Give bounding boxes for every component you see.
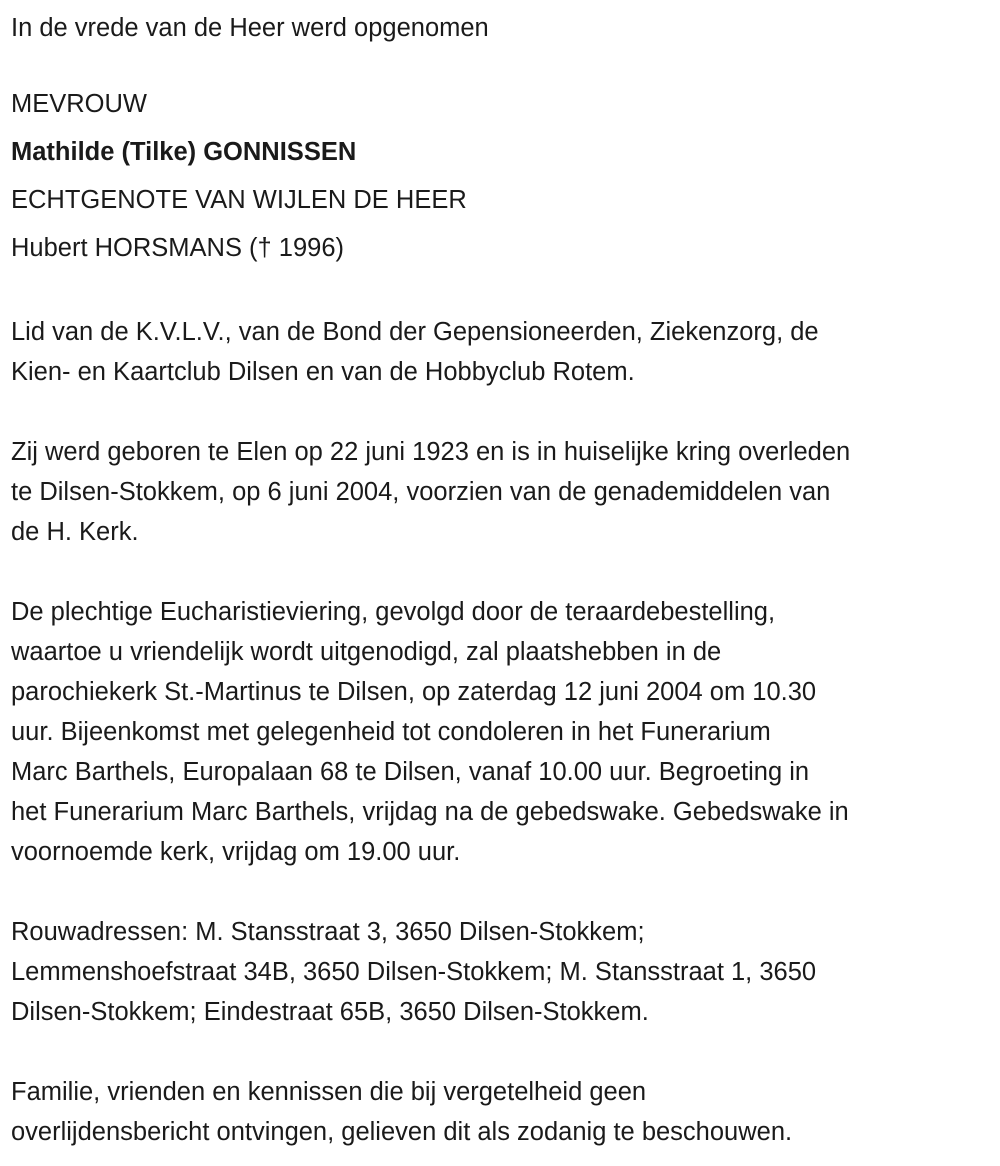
title: MEVROUW [11,90,147,118]
text-line: waartoe u vriendelijk wordt uitgenodigd, zal plaatshebben in de [11,638,722,666]
text-line: overlijdensbericht ontvingen, gelieven dit als zodanig te beschouwen. [11,1118,793,1146]
obituary-document [11,8,850,1152]
text-line: Lemmenshoefstraat 34B, 3650 Dilsen-Stokkem; M. Stansstraat 1, 3650 [11,958,817,986]
deceased-header [11,80,850,272]
text-line: voornoemde kerk, vrijdag om 19.00 uur. [11,838,461,866]
text-line: uur. Bijeenkomst met gelegenheid tot condoleren in het Funerarium [11,718,771,746]
spouse-name: Hubert HORSMANS († 1996) [11,234,345,262]
addresses-paragraph [11,912,850,1032]
intro-line: In de vrede van de Heer werd opgenomen [11,14,489,42]
memberships-paragraph [11,312,850,392]
text-line: Zij werd geboren te Elen op 22 juni 1923 en is in huiselijke kring overleden [11,438,851,466]
deceased-name: Mathilde (Tilke) GONNISSEN [11,138,357,166]
text-line: de H. Kerk. [11,518,139,546]
text-line: Kien- en Kaartclub Dilsen en van de Hobbyclub Rotem. [11,358,635,386]
funeral-paragraph [11,592,850,872]
text-line: Marc Barthels, Europalaan 68 te Dilsen, vanaf 10.00 uur. Begroeting in [11,758,810,786]
closing-paragraph [11,1072,850,1152]
text-line: De plechtige Eucharistieviering, gevolgd door de teraardebestelling, [11,598,776,626]
text-line: Rouwadressen: M. Stansstraat 3, 3650 Dilsen-Stokkem; [11,918,645,946]
birth-death-paragraph [11,432,850,552]
text-line: parochiekerk St.-Martinus te Dilsen, op zaterdag 12 juni 2004 om 10.30 [11,678,817,706]
text-line: het Funerarium Marc Barthels, vrijdag na de gebedswake. Gebedswake in [11,798,849,826]
text-line: Lid van de K.V.L.V., van de Bond der Gepensioneerden, Ziekenzorg, de [11,318,819,346]
text-line: Dilsen-Stokkem; Eindestraat 65B, 3650 Dilsen-Stokkem. [11,998,649,1026]
text-line: Familie, vrienden en kennissen die bij vergetelheid geen [11,1078,647,1106]
body-paragraphs [11,312,850,1152]
text-line: te Dilsen-Stokkem, op 6 juni 2004, voorzien van de genademiddelen van [11,478,831,506]
relation: ECHTGENOTE VAN WIJLEN DE HEER [11,186,467,214]
